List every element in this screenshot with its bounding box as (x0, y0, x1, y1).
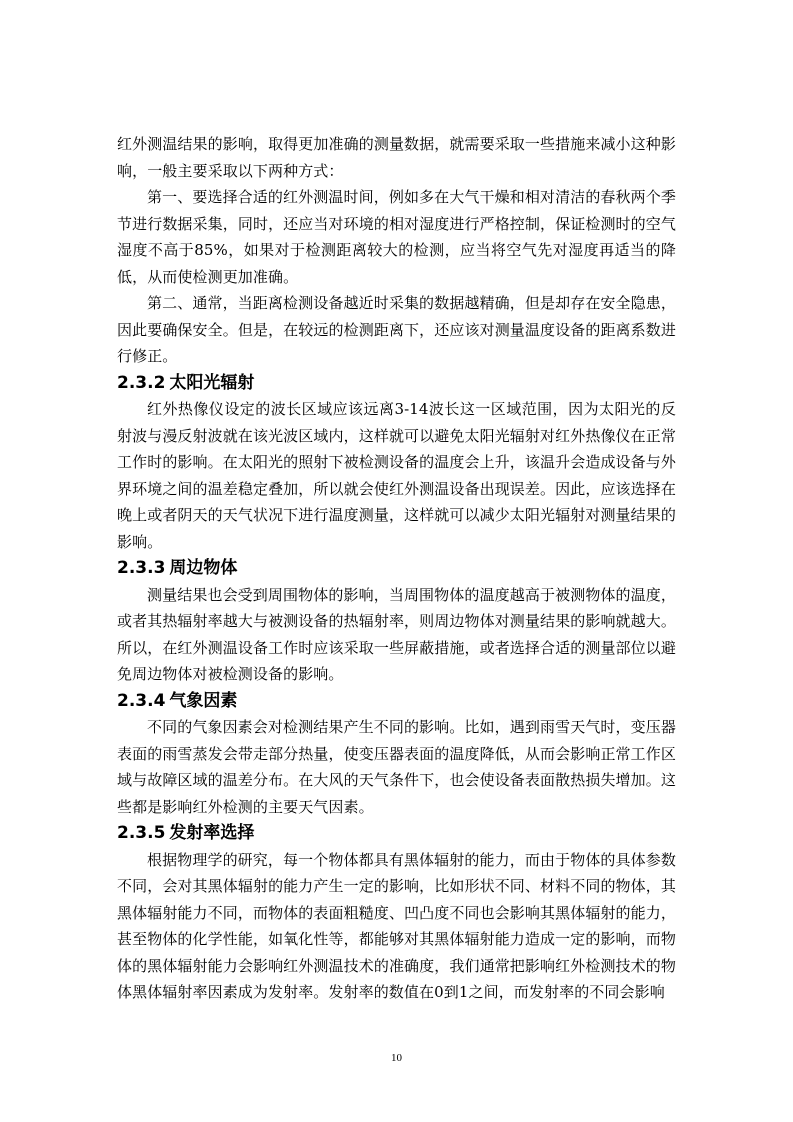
paragraph-surrounding-objects: 测量结果也会受到周围物体的影响，当周围物体的温度越高于被测物体的温度，或者其热辐射率越大与被测设备的热辐射率，则周边物体对测量结果的影响就越大。所以，在红外测温设备工作时应该采取一些屏蔽措施，或者选择合适的测量部位以避免周边物体对被检测设备的影响。 (117, 585, 676, 683)
paragraph-intro: 红外测温结果的影响，取得更加准确的测量数据，就需要采取一些措施来减小这种影响，一般主要采取以下两种方式： (117, 135, 676, 180)
section-heading-2-3-3 (117, 555, 676, 582)
paragraph-solar-radiation: 红外热像仪设定的波长区域应该远离3-14波长这一区域范围，因为太阳光的反射波与漫反射波就在该光波区域内，这样就可以避免太阳光辐射对红外热像仪在正常工作时的影响。在太阳光的照射下被检测设备的温度会上升，该温升会造成设备与外界环境之间的温差稳定叠加，所以就会使红外测温设备出现误差。因此，应该选择在晚上或者阴天的天气状况下进行温度测量，这样就可以减少太阳光辐射对测量结果的影响。 (117, 400, 676, 551)
section-heading-2-3-4 (117, 688, 676, 715)
section-heading-2-3-5 (117, 820, 676, 847)
section-title: 气象因素 (169, 690, 238, 711)
section-heading-2-3-2 (117, 370, 676, 397)
section-number: 2.3.5 (117, 823, 166, 843)
section-number: 2.3.2 (117, 372, 166, 393)
document-body (117, 131, 676, 1006)
paragraph-first-method: 第一、要选择合适的红外测温时间，例如多在大气干燥和相对清洁的春秋两个季节进行数据采集，同时，还应当对环境的相对湿度进行严格控制，保证检测时的空气湿度不高于85%，如果对于检测距离较大的检测，应当将空气先对湿度再适当的降低，从而使检测更加准确。 (117, 188, 676, 286)
section-number: 2.3.3 (117, 558, 166, 578)
section-title: 发射率选择 (169, 823, 255, 843)
paragraph-weather-factors: 不同的气象因素会对检测结果产生不同的影响。比如，遇到雨雪天气时，变压器表面的雨雪蒸发会带走部分热量，使变压器表面的温度降低，从而会影响正常工作区域与故障区域的温差分布。在大风的天气条件下，也会使设备表面散热损失增加。这些都是影响红外检测的主要天气因素。 (117, 718, 676, 816)
paragraph-emissivity: 根据物理学的研究，每一个物体都具有黑体辐射的能力，而由于物体的具体参数不同，会对其黑体辐射的能力产生一定的影响，比如形状不同、材料不同的物体，其黑体辐射能力不同，而物体的表面粗糙度、凹凸度不同也会影响其黑体辐射的能力，甚至物体的化学性能，如氧化性等，都能够对其黑体辐射能力造成一定的影响，而物体的黑体辐射能力会影响红外测温技术的准确度，我们通常把影响红外检测技术的物体黑体辐射率因素成为发射率。发射率的数值在0到1之间，而发射率的不同会影响 (117, 850, 676, 1001)
section-title: 太阳光辐射 (169, 372, 255, 393)
section-title: 周边物体 (169, 558, 238, 578)
paragraph-second-method: 第二、通常，当距离检测设备越近时采集的数据越精确，但是却存在安全隐患，因此要确保安全。但是，在较远的检测距离下，还应该对测量温度设备的距离系数进行修正。 (117, 294, 676, 365)
section-number: 2.3.4 (117, 690, 166, 711)
page-number: 10 (391, 1052, 402, 1064)
